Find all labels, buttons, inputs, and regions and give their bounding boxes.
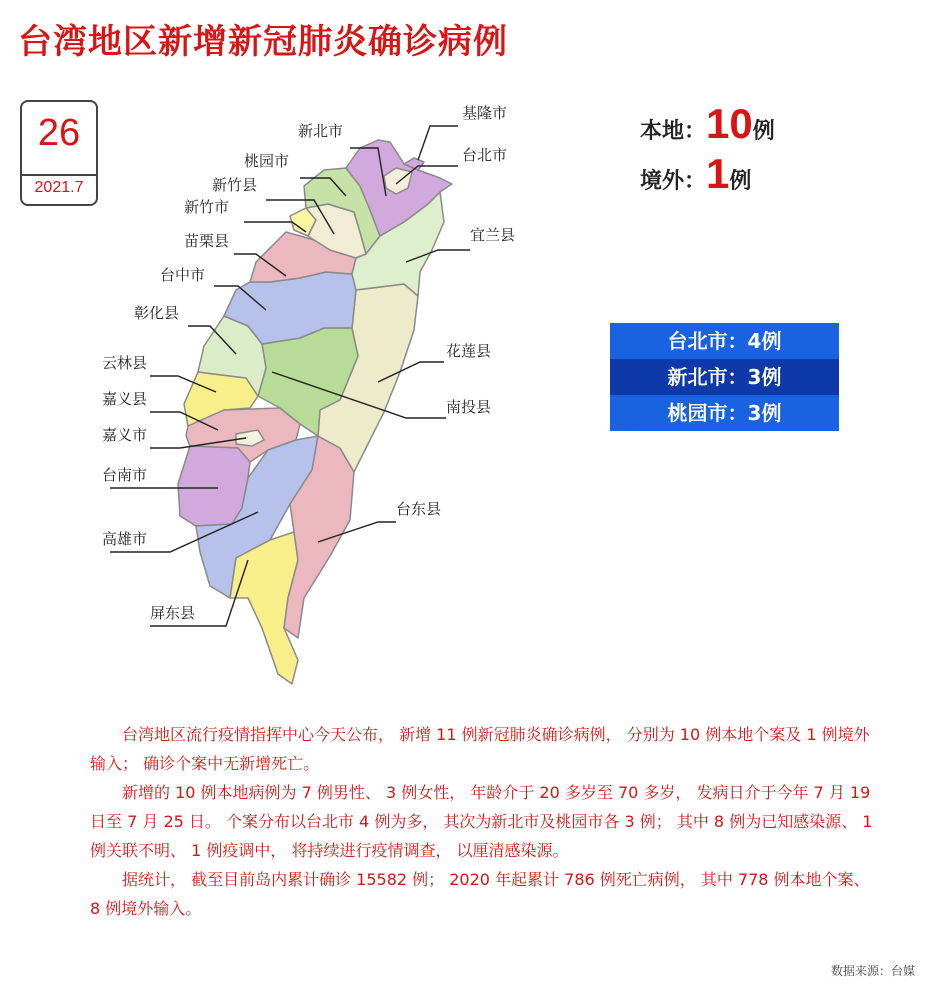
local-cases-stat [640,100,775,148]
imported-cases-stat [640,150,751,198]
label-taipei: 台北市 [462,146,508,164]
imported-cases-label: 境外： [640,169,707,194]
label-taichung: 台中市 [160,266,206,284]
label-chiayi-city: 嘉义市 [102,426,148,444]
report-text [90,720,880,923]
label-hsinchu-city: 新竹市 [184,198,230,216]
label-taoyuan: 桃园市 [244,152,290,170]
date-day: 26 [37,112,81,154]
label-yunlin: 云林县 [102,354,148,372]
breakdown-row-new-taipei: 新北市：3例 [610,359,839,395]
page-title: 台湾地区新增新冠肺炎确诊病例 [18,22,508,62]
label-yilan: 宜兰县 [470,226,516,244]
imported-cases-value: 1 [706,150,730,197]
label-taitung: 台东县 [396,500,442,518]
date-month: 2021.7 [34,179,84,196]
label-chiayi-county: 嘉义县 [102,390,148,408]
local-cases-unit: 例 [752,119,775,144]
imported-cases-unit: 例 [729,169,752,194]
breakdown-row-taoyuan: 桃园市：3例 [610,395,839,431]
label-changhua: 彰化县 [134,304,180,322]
taiwan-map [0,80,560,700]
label-hualien: 花莲县 [446,342,492,360]
local-cases-label: 本地： [640,119,707,144]
label-nantou: 南投县 [446,398,492,416]
label-kaohsiung: 高雄市 [102,530,148,548]
label-new-taipei: 新北市 [298,122,344,140]
data-source: 数据来源：台媒 [830,964,915,978]
city-breakdown [610,323,839,431]
label-tainan: 台南市 [102,466,148,484]
label-pingtung: 屏东县 [150,604,196,622]
local-cases-value: 10 [706,100,753,147]
label-keelung: 基隆市 [462,104,508,122]
report-paragraph: 新增的 10 例本地病例为 7 例男性、 3 例女性， 年龄介于 20 多岁至 70 多岁， 发病日介于今年 7 月 19 日至 7 月 25 日。 个案分布以台北市 4 例为多， 其次为新北市及桃园市各 3 例； 其中 8 例为已知感染源、 1 例关联不明、 1 例疫调中， 将持续进行疫情调查， 以厘清感染源。 [90,783,873,860]
report-paragraph: 据统计， 截至目前岛内累计确诊 15582 例； 2020 年起累计 786 例死亡病例， 其中 778 例本地个案、 8 例境外输入。 [90,870,870,918]
label-miaoli: 苗栗县 [184,232,230,250]
report-paragraph: 台湾地区流行疫情指挥中心今天公布， 新增 11 例新冠肺炎确诊病例， 分别为 10 例本地个案及 1 例境外输入； 确诊个案中无新增死亡。 [90,725,870,773]
breakdown-row-taipei: 台北市：4例 [610,323,839,359]
label-hsinchu-county: 新竹县 [212,176,258,194]
